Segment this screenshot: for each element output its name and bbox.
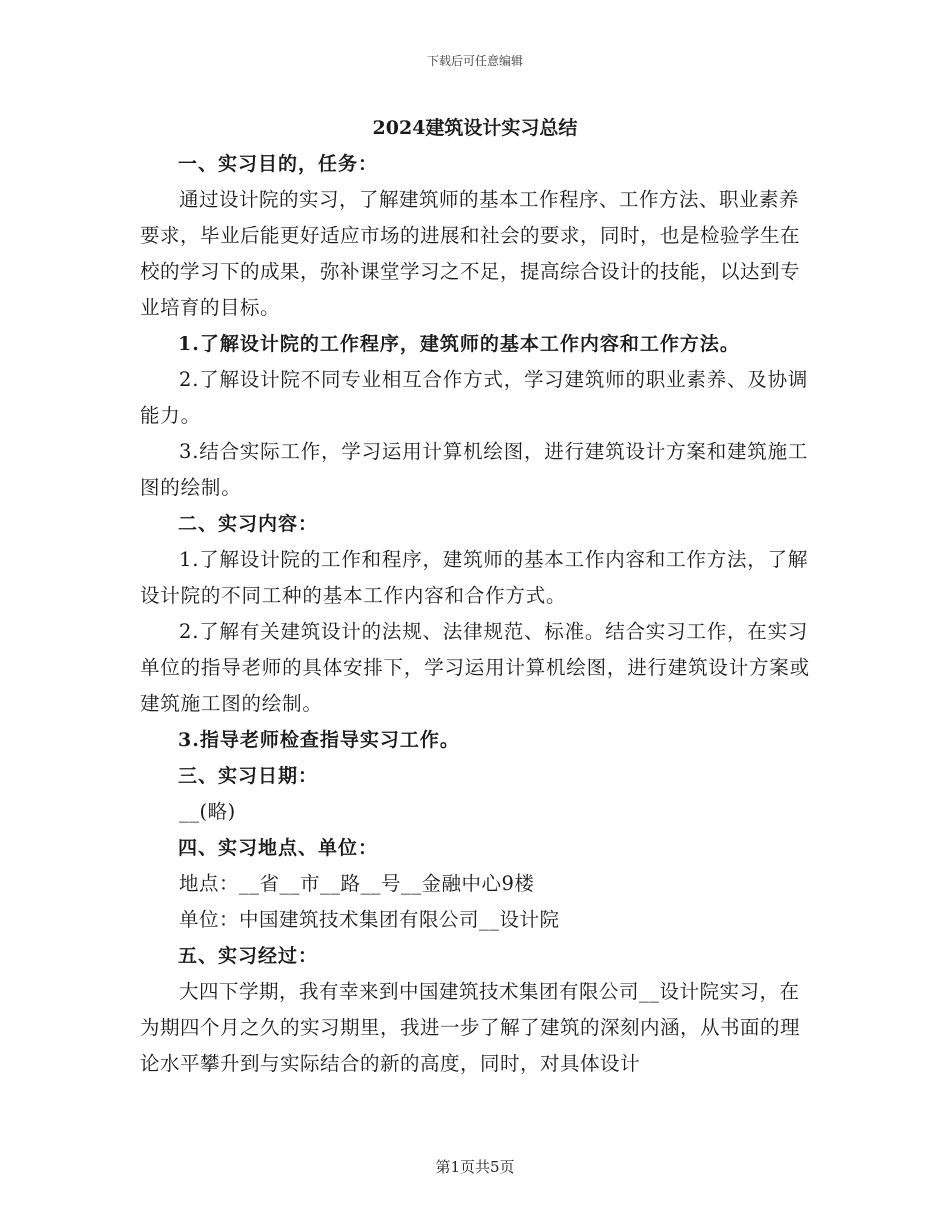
page-header: 下载后可任意编辑: [426, 54, 523, 68]
section-heading-location: 四、实习地点、单位：: [178, 837, 379, 859]
document-title: 2024建筑设计实习总结: [372, 117, 578, 139]
purpose-item-2: 2.了解设计院不同专业相互合作方式，学习建筑师的职业素养、及协调能力。: [140, 368, 809, 427]
location-address: 地点：__省__市__路__号__金融中心9楼: [179, 872, 535, 895]
purpose-item-3: 3.结合实际工作，学习运用计算机绘图，进行建筑设计方案和建筑施工图的绘制。: [140, 440, 809, 499]
content-item-2: 2.了解有关建筑设计的法规、法律规范、标准。结合实习工作，在实习单位的指导老师的具体安排下，学习运用计算机绘图，进行建筑设计方案或建筑施工图的绘制。: [140, 620, 810, 715]
purpose-item-1: 1.了解设计院的工作程序，建筑师的基本工作内容和工作方法。: [178, 333, 740, 355]
section-heading-dates: 三、实习日期：: [178, 765, 319, 787]
page-footer: 第1页共5页: [435, 1158, 515, 1176]
dates-text: __(略): [179, 800, 236, 823]
document-body: [140, 110, 810, 1082]
section-heading-process: 五、实习经过：: [178, 945, 319, 967]
content-item-1: 1.了解设计院的工作和程序，建筑师的基本工作内容和工作方法，了解设计院的不同工种的基本工作内容和合作方式。: [140, 548, 809, 607]
section-heading-content: 二、实习内容：: [178, 513, 319, 535]
paragraph-process: 大四下学期，我有幸来到中国建筑技术集团有限公司__设计院实习，在为期四个月之久的实习期里，我进一步了解了建筑的深刻内涵，从书面的理论水平攀升到与实际结合的新的高度，同时，对具体设计: [140, 980, 801, 1075]
section-heading-purpose: 一、实习目的，任务：: [178, 153, 379, 175]
paragraph-purpose-intro: 通过设计院的实习，了解建筑师的基本工作程序、工作方法、职业素养要求，毕业后能更好适应市场的进展和社会的要求，同时，也是检验学生在校的学习下的成果，弥补课堂学习之不足，提高综合设计的技能，以达到专业培育的目标。: [140, 188, 801, 319]
location-unit: 单位：中国建筑技术集团有限公司__设计院: [179, 908, 560, 931]
content-item-3: 3.指导老师检查指导实习工作。: [178, 729, 460, 751]
